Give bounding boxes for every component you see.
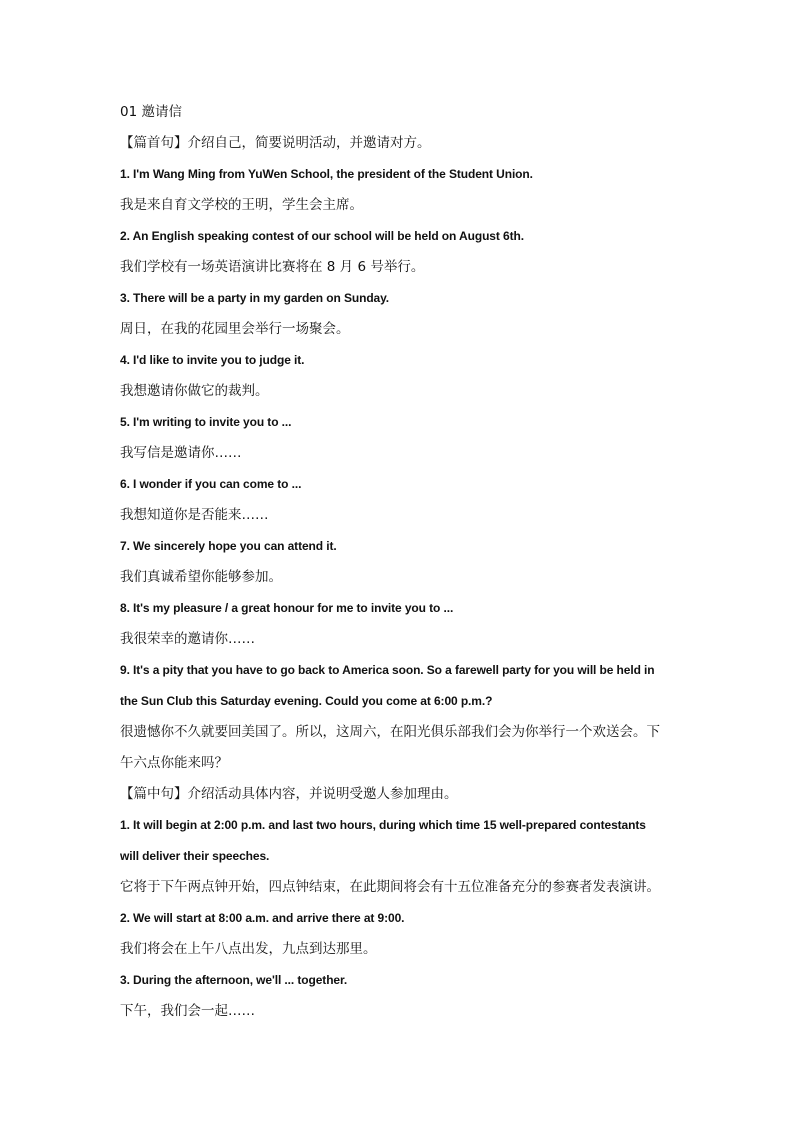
middle-item-1-en-line2: will deliver their speeches. <box>120 849 270 863</box>
middle-item-2-en: 2. We will start at 8:00 a.m. and arrive there at 9:00. <box>120 911 405 925</box>
opening-item-2-zh: 我们学校有一场英语演讲比赛将在 8 月 6 号举行。 <box>120 259 425 275</box>
middle-heading: 【篇中句】介绍活动具体内容，并说明受邀人参加理由。 <box>120 786 458 802</box>
middle-item-2-zh: 我们将会在上午八点出发，九点到达那里。 <box>120 941 377 957</box>
document-page <box>120 101 676 1031</box>
opening-item-5-en: 5. I'm writing to invite you to ... <box>120 415 292 429</box>
opening-item-7-en: 7. We sincerely hope you can attend it. <box>120 539 337 553</box>
opening-item-6-en: 6. I wonder if you can come to ... <box>120 477 302 491</box>
opening-heading: 【篇首句】介绍自己，简要说明活动，并邀请对方。 <box>120 135 431 151</box>
opening-item-1-en: 1. I'm Wang Ming from YuWen School, the president of the Student Union. <box>120 167 533 181</box>
middle-item-3-zh: 下午，我们会一起…… <box>120 1003 255 1019</box>
middle-item-3-en: 3. During the afternoon, we'll ... together. <box>120 973 348 987</box>
opening-item-7-zh: 我们真诚希望你能够参加。 <box>120 569 282 585</box>
opening-item-3-en: 3. There will be a party in my garden on Sunday. <box>120 291 390 305</box>
opening-item-1-zh: 我是来自育文学校的王明，学生会主席。 <box>120 197 363 213</box>
opening-item-8-zh: 我很荣幸的邀请你…… <box>120 631 255 647</box>
middle-item-1-en-line1: 1. It will begin at 2:00 p.m. and last two hours, during which time 15 well-prepared contestants <box>120 818 646 832</box>
opening-item-8-en: 8. It's my pleasure / a great honour for me to invite you to ... <box>120 601 454 615</box>
opening-item-9-zh-line2: 午六点你能来吗？ <box>120 755 228 771</box>
opening-item-9-en-line1: 9. It's a pity that you have to go back to America soon. So a farewell party for you will be held in <box>120 663 655 677</box>
opening-item-4-zh: 我想邀请你做它的裁判。 <box>120 383 269 399</box>
opening-item-5-zh: 我写信是邀请你…… <box>120 445 242 461</box>
opening-item-9-zh-line1: 很遗憾你不久就要回美国了。所以，这周六，在阳光俱乐部我们会为你举行一个欢送会。下 <box>120 724 660 740</box>
opening-item-2-en: 2. An English speaking contest of our school will be held on August 6th. <box>120 229 524 243</box>
document-title: 01 邀请信 <box>120 104 182 120</box>
opening-item-4-en: 4. I'd like to invite you to judge it. <box>120 353 305 367</box>
opening-item-9-en-line2: the Sun Club this Saturday evening. Could you come at 6:00 p.m.? <box>120 694 493 708</box>
opening-item-3-zh: 周日，在我的花园里会举行一场聚会。 <box>120 321 350 337</box>
opening-item-6-zh: 我想知道你是否能来…… <box>120 507 269 523</box>
middle-item-1-zh: 它将于下午两点钟开始，四点钟结束，在此期间将会有十五位准备充分的参赛者发表演讲。 <box>120 879 660 895</box>
